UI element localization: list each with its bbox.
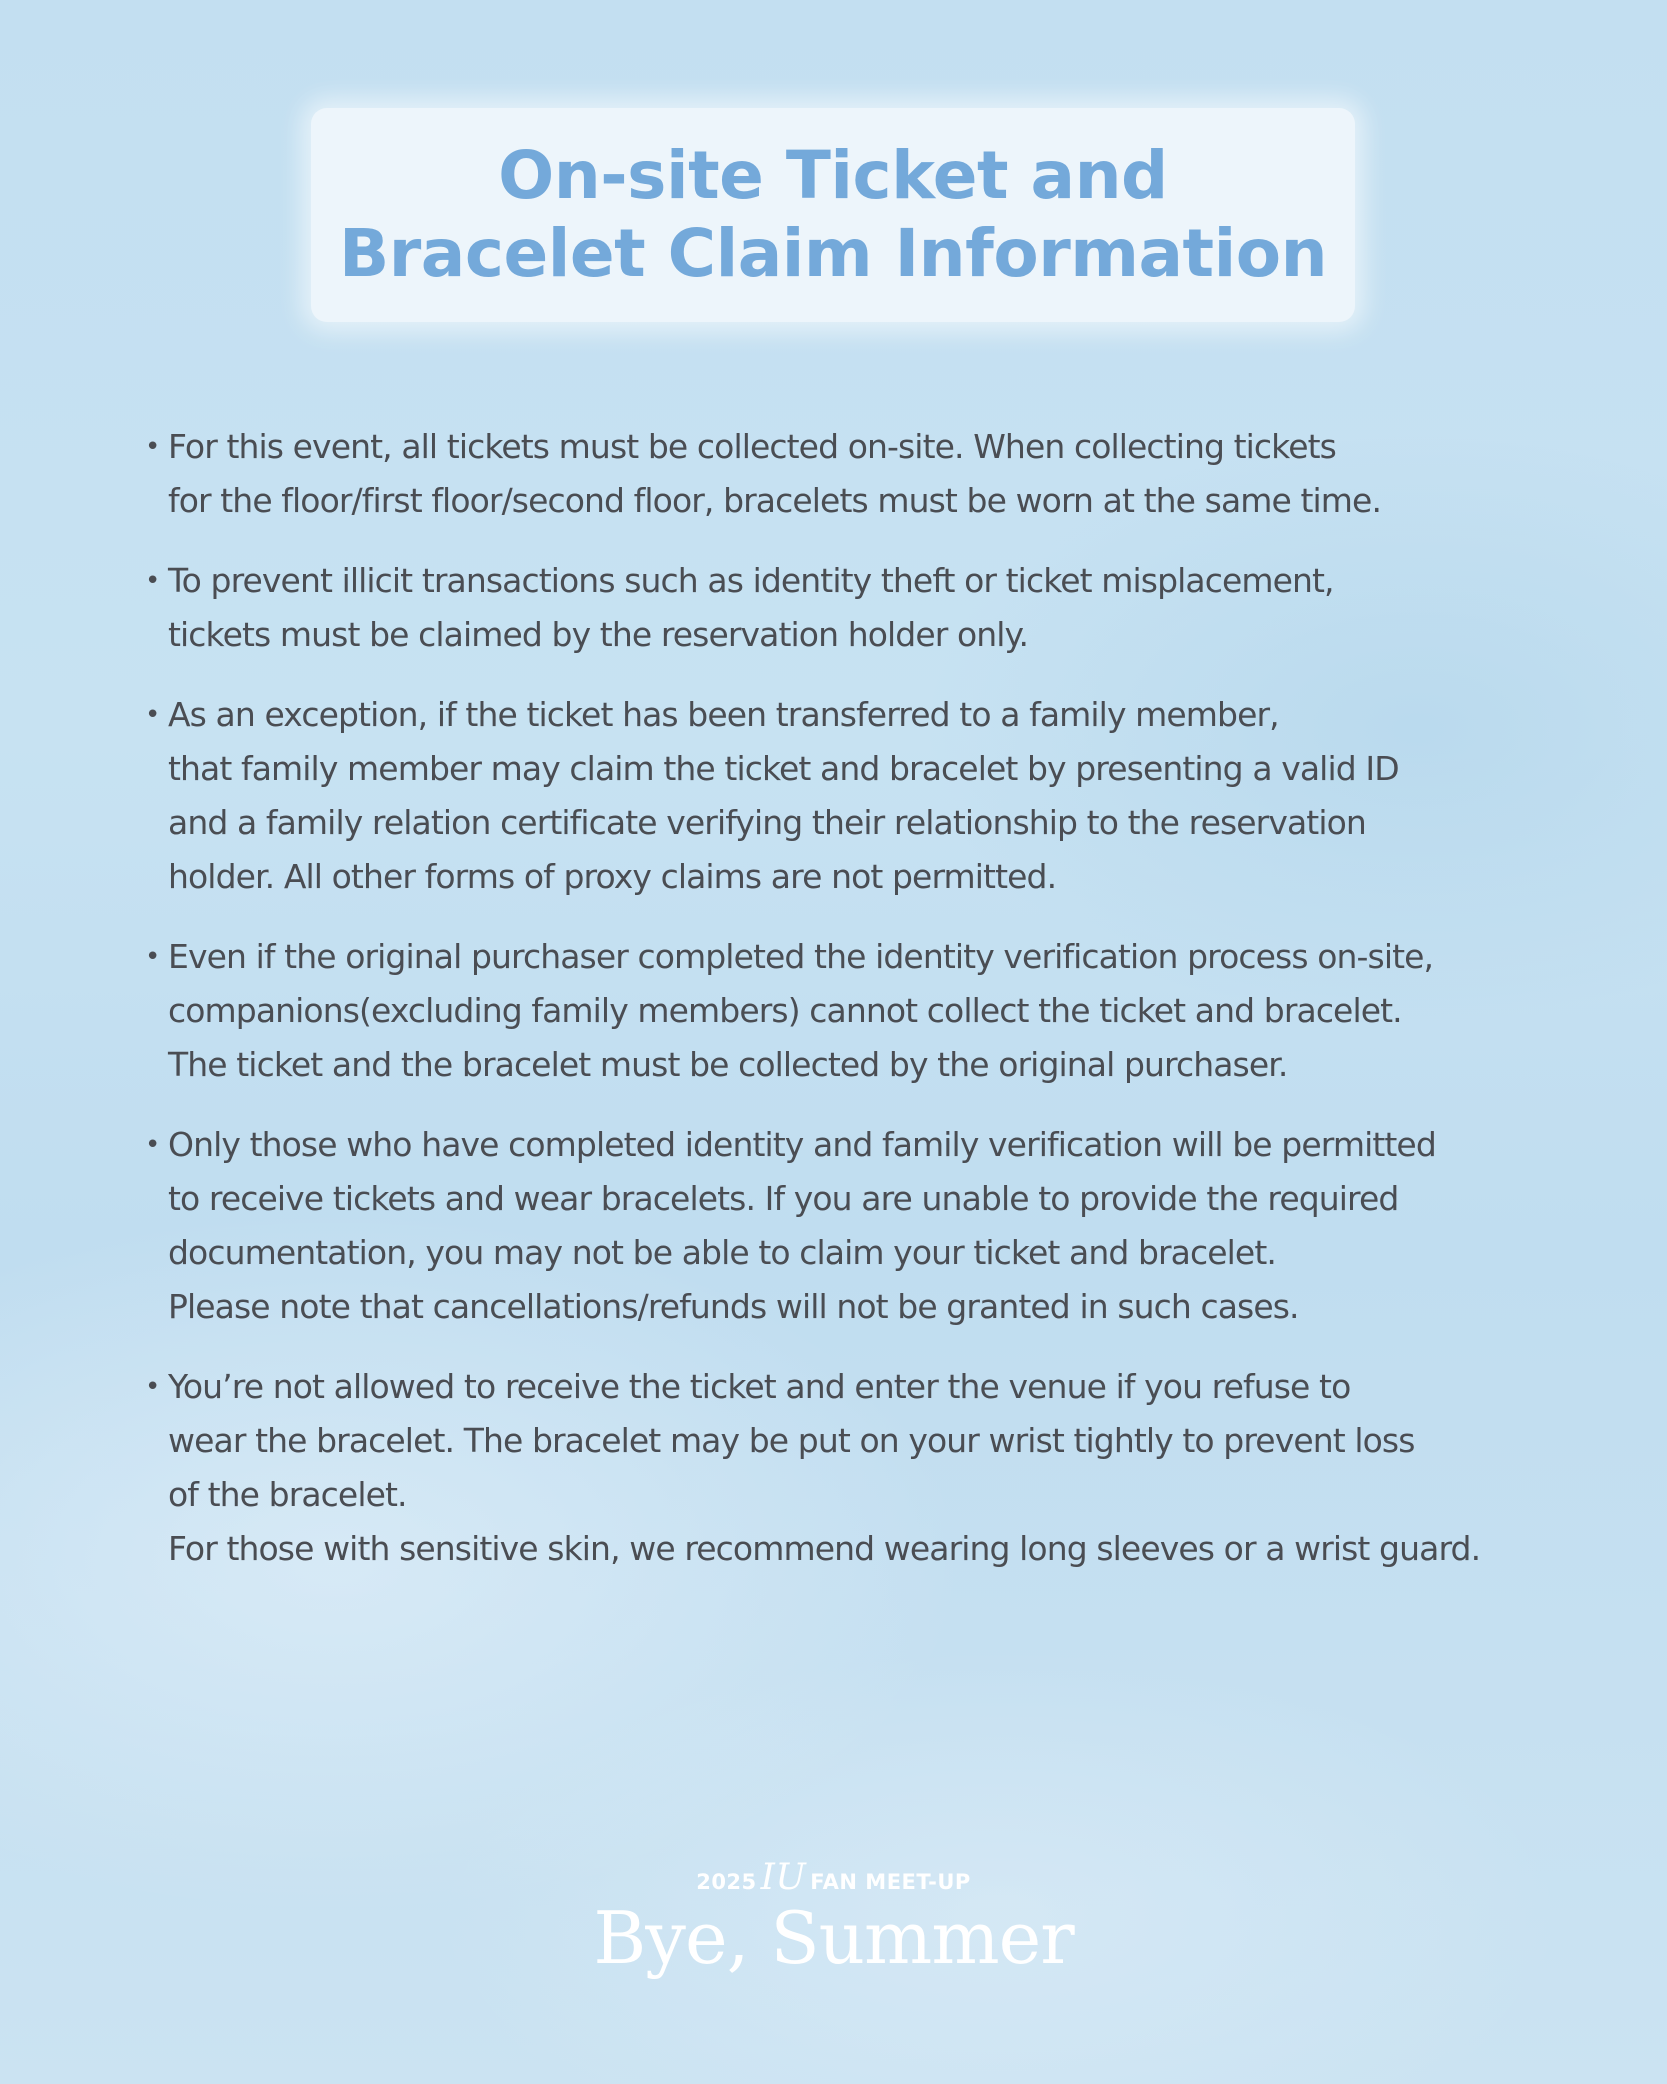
bullet-icon: • <box>145 1130 160 1160</box>
notice-line: Please note that cancellations/refunds will not be granted in such cases. <box>168 1287 1299 1326</box>
page-title-line-1: On-site Ticket and <box>498 137 1168 214</box>
event-title: Bye, Summer <box>593 1896 1074 1980</box>
notice-line: For this event, all tickets must be collected on-site. When collecting tickets <box>168 427 1336 466</box>
notice-line: for the floor/first floor/second floor, bracelets must be worn at the same time. <box>168 481 1382 520</box>
notice-line: documentation, you may not be able to claim your ticket and bracelet. <box>168 1233 1276 1272</box>
notice-line: For those with sensitive skin, we recommend wearing long sleeves or a wrist guard. <box>168 1529 1481 1568</box>
notice-item-ticket-collection <box>145 420 1545 528</box>
notice-line: to receive tickets and wear bracelets. If you are unable to provide the required <box>168 1179 1399 1218</box>
event-logo <box>0 1857 1667 1980</box>
notice-line: Even if the original purchaser completed the identity verification process on-site, <box>168 937 1434 976</box>
event-year: 2025 <box>696 1870 757 1894</box>
notice-line: Only those who have completed identity and family verification will be permitted <box>168 1125 1436 1164</box>
notice-list <box>145 420 1545 1602</box>
event-subtitle <box>696 1857 971 1898</box>
notice-line: holder. All other forms of proxy claims are not permitted. <box>168 857 1057 896</box>
notice-item-reservation-holder <box>145 554 1545 662</box>
notice-line: companions(excluding family members) cannot collect the ticket and bracelet. <box>168 991 1402 1030</box>
notice-line: To prevent illicit transactions such as identity theft or ticket misplacement, <box>168 561 1334 600</box>
notice-item-verification <box>145 1118 1545 1334</box>
bullet-icon: • <box>145 432 160 462</box>
bullet-icon: • <box>145 700 160 730</box>
notice-item-family-exception <box>145 688 1545 904</box>
bullet-icon: • <box>145 942 160 972</box>
artist-script-logo: IU <box>760 1857 807 1898</box>
notice-line: wear the bracelet. The bracelet may be put on your wrist tightly to prevent loss <box>168 1421 1415 1460</box>
notice-line: You’re not allowed to receive the ticket and enter the venue if you refuse to <box>168 1367 1351 1406</box>
bullet-icon: • <box>145 1372 160 1402</box>
notice-line: and a family relation certificate verifying their relationship to the reservation <box>168 803 1366 842</box>
title-box <box>311 108 1355 322</box>
notice-item-bracelet-wearing <box>145 1360 1545 1576</box>
notice-line: tickets must be claimed by the reservation holder only. <box>168 615 1029 654</box>
bullet-icon: • <box>145 566 160 596</box>
notice-line: that family member may claim the ticket and bracelet by presenting a valid ID <box>168 749 1399 788</box>
notice-line: of the bracelet. <box>168 1475 407 1514</box>
notice-item-companions <box>145 930 1545 1092</box>
notice-line: The ticket and the bracelet must be collected by the original purchaser. <box>168 1045 1288 1084</box>
page-title-line-2: Bracelet Claim Information <box>338 215 1328 292</box>
event-type: FAN MEET-UP <box>810 1870 971 1894</box>
notice-line: As an exception, if the ticket has been transferred to a family member, <box>168 695 1279 734</box>
